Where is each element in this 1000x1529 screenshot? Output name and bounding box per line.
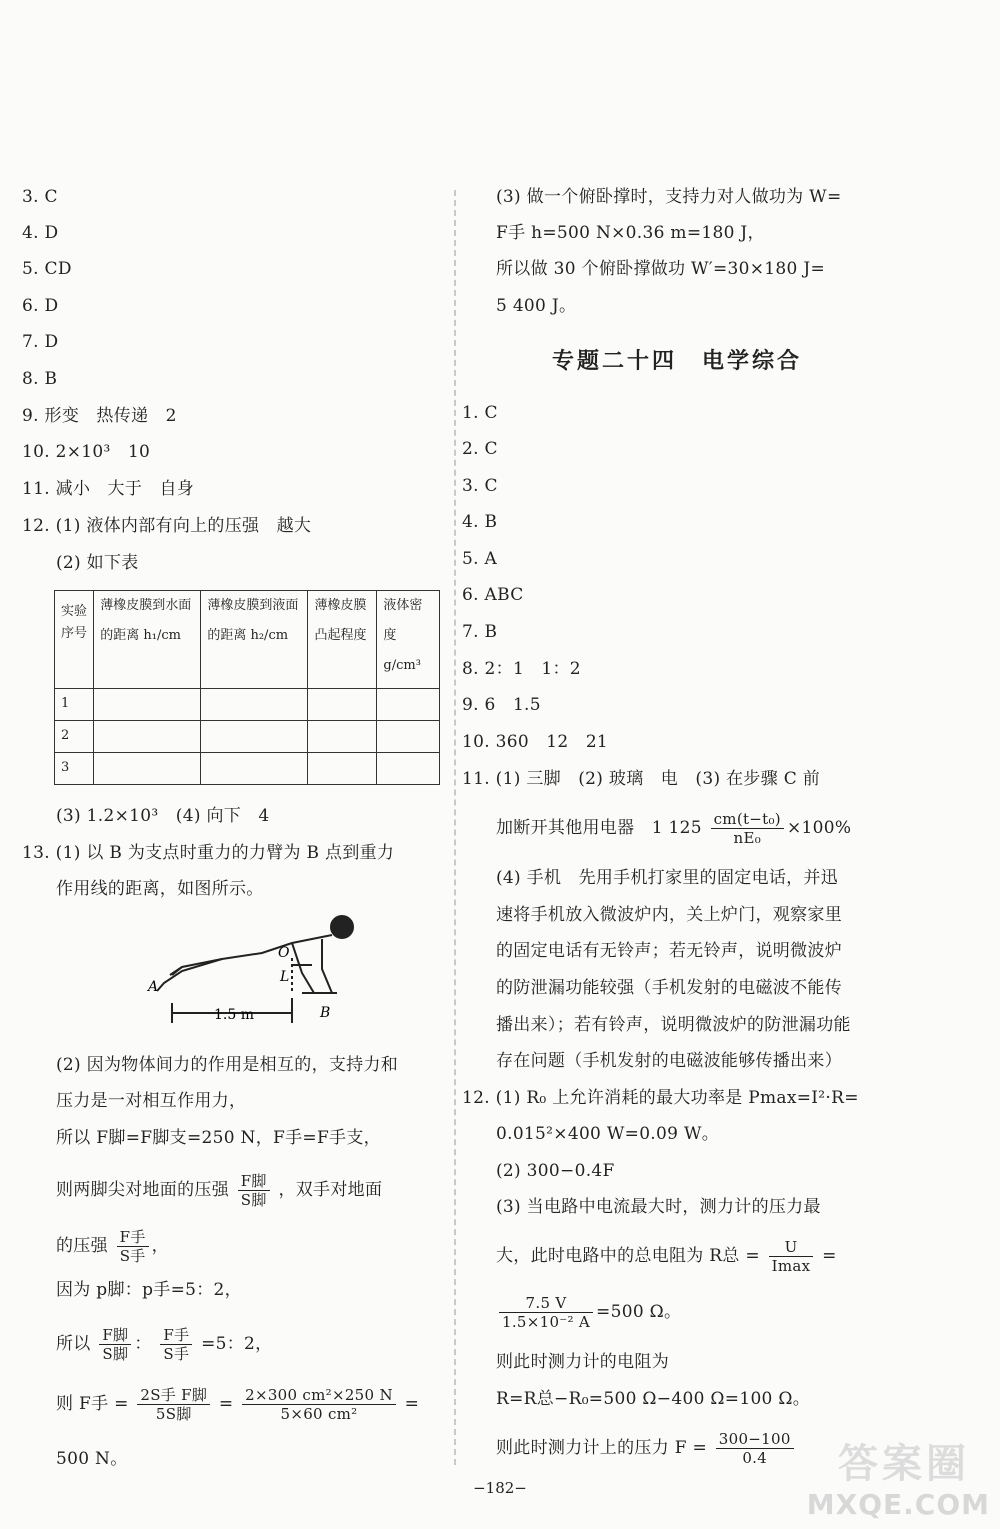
formula-line: 加断开其他用电器 1 125 $\frac{\text{cm(t−t₀)}}{\text{nE₀}}$ ×100%	[496, 810, 852, 847]
fraction: $\frac{\text{F手}}{\text{S手}}$	[117, 1228, 149, 1265]
answer-line: 11. 减小 大于 自身	[22, 479, 195, 499]
fraction: $\frac{\text{2×300 cm²×250 N}}{\text{5×60 cm²}}$	[242, 1386, 396, 1423]
fraction: $\frac{\text{cm(t−t₀)}}{\text{nE₀}}$	[711, 810, 784, 847]
answer-line: 11. (1) 三脚 (2) 玻璃 电 (3) 在步骤 C 前	[462, 769, 821, 789]
pushup-figure	[142, 913, 382, 1043]
head-icon	[331, 916, 353, 938]
fraction: $\frac{\text{F手}}{\text{S手}}$	[160, 1326, 192, 1363]
answer-line: 10. 2×10³ 10	[22, 442, 151, 462]
answer-line: 的防泄漏功能较强（手机发射的电磁波不能传	[496, 978, 842, 998]
answer-line: 的固定电话有无铃声；若无铃声，说明微波炉	[496, 941, 842, 961]
figure-label: B	[320, 1005, 331, 1021]
answer-line: (3) 1.2×10³ (4) 向下 4	[56, 806, 270, 826]
fraction: $\frac{300-100}{0.4}$	[716, 1430, 794, 1467]
figure-label: O	[278, 945, 290, 961]
answer-line: 因为 p脚：p手=5：2，	[56, 1280, 242, 1300]
figure-label: 1.5 m	[214, 1007, 254, 1023]
experiment-table	[54, 590, 440, 785]
section-title: 专题二十四 电学综合	[552, 349, 803, 374]
answer-line: 8. B	[22, 369, 58, 389]
table-header: 薄橡皮膜凸起程度	[308, 591, 377, 689]
formula-line: $\frac{7.5 V}{\text{1.5×10⁻² A}}$ =500 Ω。	[496, 1294, 681, 1331]
answer-line: 8. 2：1 1：2	[462, 659, 581, 679]
answer-line: (4) 手机 先用手机打家里的固定电话，并迅	[496, 868, 839, 888]
answer-line: 6. ABC	[462, 585, 524, 605]
answer-line: 12. (1) R₀ 上允许消耗的最大功率是 Pmax=I²·R=	[462, 1088, 859, 1108]
answer-line: 0.015²×400 W=0.09 W。	[496, 1124, 720, 1144]
formula-line: 则此时测力计上的压力 F = $\frac{300-100}{0.4}$	[496, 1430, 797, 1467]
page-number: −182−	[473, 1479, 527, 1497]
answer-line: 播出来）；若有铃声，说明微波炉的防泄漏功能	[496, 1015, 851, 1035]
answer-line: F手 h=500 N×0.36 m=180 J，	[496, 223, 765, 243]
figure-label: A	[148, 979, 159, 995]
fraction: $\frac{\text{2S手 F脚}}{\text{5S脚}}$	[137, 1386, 210, 1423]
answer-line: 3. C	[462, 476, 498, 496]
formula-line: 则 F手 = $\frac{\text{2S手 F脚}}{\text{5S脚}}$ = $\frac{\text{2×300 cm²×250 N}}{\text{5×60 cm²}}$ =	[56, 1386, 420, 1423]
table-cell: 3	[55, 753, 94, 785]
answer-line: 所以 F脚=F脚支=250 N，F手=F手支，	[56, 1128, 381, 1148]
table-header: 液体密度 g/cm³	[377, 591, 440, 689]
answer-line: 5. CD	[22, 259, 72, 279]
answer-line: 7. B	[462, 622, 498, 642]
answer-line: 所以做 30 个俯卧撑做功 W′=30×180 J=	[496, 259, 826, 279]
fraction: $\frac{\text{F脚}}{\text{S脚}}$	[238, 1172, 270, 1209]
answer-line: 5. A	[462, 549, 498, 569]
answer-line: 5 400 J。	[496, 296, 577, 316]
table-header: 薄橡皮膜到水面的距离 h₁/cm	[94, 591, 201, 689]
answer-line: 7. D	[22, 332, 59, 352]
formula-line: 大，此时电路中的总电阻为 R总 = $\frac{U}{Imax}$ =	[496, 1238, 837, 1275]
answer-line: 1. C	[462, 403, 498, 423]
fraction: $\frac{U}{Imax}$	[769, 1238, 814, 1275]
answer-line: 10. 360 12 21	[462, 732, 609, 752]
column-divider	[454, 190, 456, 1465]
fraction: $\frac{7.5 V}{\text{1.5×10⁻² A}}$	[499, 1294, 593, 1331]
table-header: 薄橡皮膜到液面的距离 h₂/cm	[201, 591, 308, 689]
answer-line: 2. C	[462, 439, 498, 459]
answer-line: 13. (1) 以 B 为支点时重力的力臂为 B 点到重力	[22, 843, 395, 863]
answer-line: (2) 因为物体间力的作用是相互的，支持力和	[56, 1055, 399, 1075]
formula-line: 则两脚尖对地面的压强 $\frac{\text{F脚}}{\text{S脚}}$ ，双手对地面	[56, 1172, 383, 1209]
answer-line: (2) 300−0.4F	[496, 1161, 615, 1181]
answer-line: R=R总−R₀=500 Ω−400 Ω=100 Ω。	[496, 1389, 811, 1409]
answer-line: (2) 如下表	[56, 553, 139, 573]
formula-line: 的压强 $\frac{\text{F手}}{\text{S手}}$ ，	[56, 1228, 169, 1265]
watermark-logo: 答案圈	[838, 1441, 970, 1487]
figure-label: L	[280, 969, 290, 985]
table-cell: 1	[55, 689, 94, 721]
answer-line: 则此时测力计的电阻为	[496, 1352, 669, 1372]
answer-line: (3) 当电路中电流最大时，测力计的压力最	[496, 1197, 821, 1217]
answer-line: 压力是一对相互作用力，	[56, 1091, 247, 1111]
table-cell: 2	[55, 721, 94, 753]
fraction: $\frac{\text{F脚}}{\text{S脚}}$	[99, 1326, 131, 1363]
answer-line: 6. D	[22, 296, 59, 316]
answer-line: 速将手机放入微波炉内，关上炉门，观察家里	[496, 905, 842, 925]
answer-line: 12. (1) 液体内部有向上的压强 越大	[22, 516, 312, 536]
answer-line: 存在问题（手机发射的电磁波能够传播出来）	[496, 1051, 842, 1071]
answer-line: 4. B	[462, 512, 498, 532]
answer-line: 9. 形变 热传递 2	[22, 406, 177, 426]
answer-line: (3) 做一个俯卧撑时，支持力对人做功为 W=	[496, 187, 842, 207]
formula-line: 所以 $\frac{\text{F脚}}{\text{S脚}}$ ： $\frac{\text{F手}}{\text{S手}}$ =5：2，	[56, 1326, 273, 1363]
answer-line: 500 N。	[56, 1449, 128, 1469]
watermark-text: MXQE.COM	[806, 1488, 990, 1521]
answer-line: 作用线的距离，如图所示。	[56, 879, 264, 899]
answer-line: 4. D	[22, 223, 59, 243]
answer-line: 3. C	[22, 187, 58, 207]
answer-line: 9. 6 1.5	[462, 695, 541, 715]
table-header: 实验序号	[55, 591, 94, 689]
